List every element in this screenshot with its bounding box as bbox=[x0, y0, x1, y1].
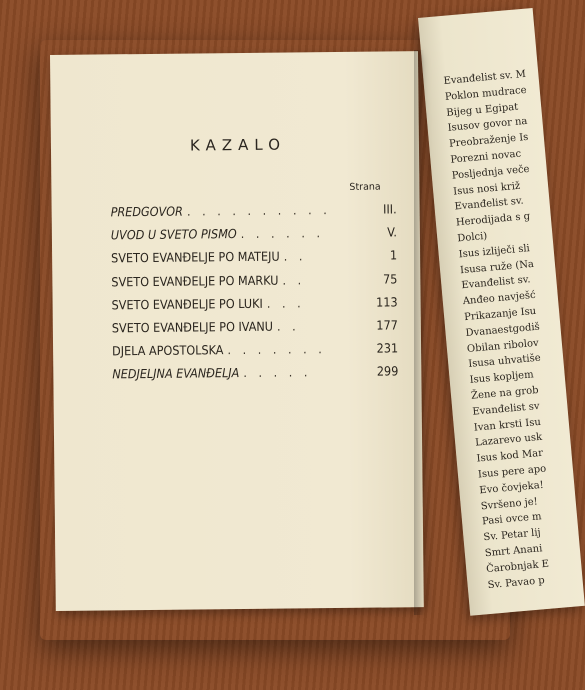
illustration-list-item: Poklon mudrace bbox=[444, 84, 528, 103]
toc-entry-leader: . . bbox=[283, 248, 307, 264]
toc-entry-title: SVETO EVANĐELJE PO MARKU bbox=[111, 272, 279, 289]
illustration-list-item: Obilan ribolov bbox=[466, 337, 540, 355]
toc-entry-leader: . . . . . . . bbox=[227, 341, 326, 358]
toc-entry-title: NEDJELJNA EVANĐELJA bbox=[112, 365, 240, 382]
toc-entry bbox=[112, 340, 398, 366]
illustration-list-item: Isus nosi križ bbox=[452, 180, 521, 198]
toc-entry-leader: . . bbox=[282, 271, 306, 288]
illustration-list-item: Ivan krsti Isu bbox=[473, 416, 542, 434]
illustration-list-item: Čarobnjak E bbox=[485, 558, 550, 575]
illustration-list-item: Svršeno je! bbox=[480, 495, 539, 512]
illustration-list-item: Dvanaestgodiš bbox=[465, 321, 541, 339]
toc-entry-leader: . . . . . . bbox=[240, 225, 325, 242]
toc-entry-page: 1 bbox=[389, 247, 398, 263]
illustration-list-item: Evo čovjeka! bbox=[478, 479, 545, 497]
illustration-list-item: Isus kod Mar bbox=[476, 447, 544, 465]
toc-entry-page: V. bbox=[387, 224, 397, 240]
toc-entry bbox=[111, 225, 397, 251]
illustration-list-item: Isus kopljem bbox=[469, 369, 535, 386]
toc-entry bbox=[111, 248, 397, 274]
toc-entry-title: SVETO EVANĐELJE PO IVANU bbox=[111, 318, 274, 336]
toc-entry-page: 299 bbox=[376, 363, 399, 379]
illustration-list-item: Anđeo navješć bbox=[462, 289, 537, 308]
illustration-list-item: Evanđelist sv bbox=[472, 400, 540, 418]
illustration-list-item: Evanđelist sv. M bbox=[443, 68, 527, 87]
toc-entry-page: 177 bbox=[376, 317, 398, 333]
toc-entry bbox=[112, 317, 398, 343]
illustration-list-item: Isus izliječi sli bbox=[458, 242, 531, 261]
illustration-list-item: Isusov govor na bbox=[447, 116, 528, 135]
illustration-list-item: Isusa ruže (Na bbox=[459, 258, 535, 276]
toc-entry-leader: . . . . . bbox=[243, 364, 312, 381]
illustration-list-item: Sv. Petar lij bbox=[483, 527, 542, 544]
table-of-contents bbox=[111, 201, 399, 389]
illustration-list-item: Preobraženje Is bbox=[448, 132, 529, 150]
illustration-list-item: Evanđelist sv. bbox=[454, 195, 525, 213]
page-title: KAZALO bbox=[189, 135, 287, 155]
illustration-list-item: Dolci) bbox=[456, 230, 488, 245]
toc-entry-page: 75 bbox=[382, 270, 398, 287]
illustration-list-item: Isusa uhvatiše bbox=[467, 352, 542, 371]
illustration-list-item: Bijeg u Egipat bbox=[445, 101, 519, 119]
illustration-list-item: Pasi ovce m bbox=[481, 511, 543, 528]
left-page bbox=[50, 51, 424, 611]
book-gutter bbox=[414, 50, 424, 615]
toc-entry bbox=[112, 294, 398, 320]
illustration-list-item: Žene na grob bbox=[470, 384, 539, 402]
illustration-list-item: Smrt Anani bbox=[484, 543, 543, 560]
toc-entry-leader: . . . . . . . . . . bbox=[186, 202, 331, 219]
illustration-list-item: Posljednja veče bbox=[451, 163, 530, 182]
toc-entry-page: III. bbox=[383, 201, 397, 217]
illustration-list bbox=[443, 67, 571, 594]
toc-entry bbox=[112, 364, 398, 390]
illustration-list-item: Porezni novac bbox=[450, 148, 522, 166]
toc-entry-page: 231 bbox=[376, 340, 399, 356]
page-column-label: Strana bbox=[349, 181, 381, 193]
toc-entry-leader: . . bbox=[276, 318, 300, 334]
illustration-list-item: Isus pere apo bbox=[477, 463, 547, 481]
toc-entry-title: SVETO EVANĐELJE PO LUKI bbox=[111, 295, 263, 313]
illustration-list-item: Herodijada s g bbox=[455, 211, 531, 229]
toc-entry-leader: . . . bbox=[266, 295, 305, 311]
toc-entry-title: SVETO EVANĐELJE PO MATEJU bbox=[111, 248, 280, 266]
toc-entry-page: 113 bbox=[376, 294, 398, 310]
toc-entry bbox=[111, 201, 397, 227]
toc-entry bbox=[111, 271, 397, 297]
illustration-list-item: Prikazanje Isu bbox=[463, 305, 537, 324]
toc-entry-title: DJELA APOSTOLSKA bbox=[112, 342, 224, 359]
illustration-list-item: Lazarevo usk bbox=[474, 432, 543, 449]
toc-entry-title: PREDGOVOR bbox=[110, 203, 184, 220]
illustration-list-item: Sv. Pavao p bbox=[487, 574, 546, 591]
toc-entry-title: UVOD U SVETO PISMO bbox=[110, 226, 237, 243]
illustration-list-item: Evanđelist sv. bbox=[461, 274, 531, 292]
